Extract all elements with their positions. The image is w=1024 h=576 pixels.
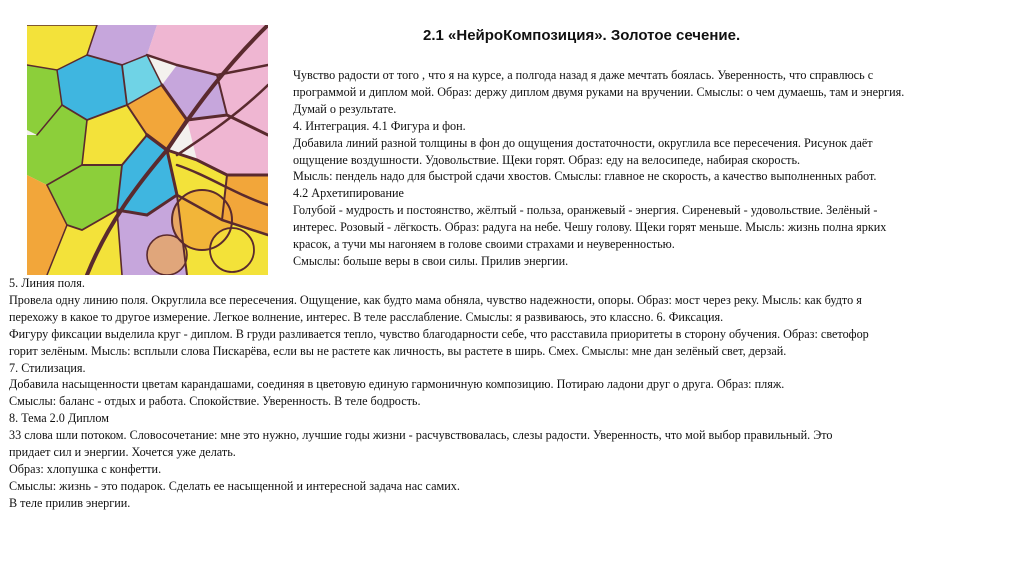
text-line: Голубой - мудрость и постоянство, жёлтый - польза, оранжевый - энергия. Сиреневый - удовольствие. Зелёный - <box>293 203 878 218</box>
text-line: горит зелёным. Мысль: всплыли слова Пискарёва, если вы не растете как личность, вы растете в ширь. Смех. Смыслы: мне дан зелёный свет, дерзай. <box>9 343 787 358</box>
text-line: ощущение воздушности. Удовольствие. Щеки горят. Образ: еду на велосипеде, набирая скорость. <box>293 152 801 167</box>
text-line: Мысль: пендель надо для быстрой сдачи хвостов. Смыслы: главное не скорость, а качество выполненных работ. <box>293 169 877 184</box>
section-heading: 7. Стилизация. <box>9 360 86 375</box>
text-line: интерес. Розовый - лёгкость. Образ: радуга на небе. Чешу голову. Щеки горят меньше. Мысль: жизнь полна ярких <box>293 220 887 235</box>
text-line: Смыслы: больше веры в свои силы. Прилив энергии. <box>293 253 569 268</box>
text-line: Чувство радости от того , что я на курсе, а полгода назад я даже мечтать боялась. Уверенность, что справлюсь с <box>293 68 874 82</box>
text-line: перехожу в какое то другое измерение. Легкое волнение, интерес. В теле расслабление. Смыслы: я развиваюсь, это классно. 6. Фиксация. <box>9 309 724 324</box>
section-heading: 4. Интеграция. 4.1 Фигура и фон. <box>293 118 466 133</box>
text-line: Думай о результате. <box>293 101 397 116</box>
neurographic-drawing <box>27 25 268 275</box>
text-line: Смыслы: жизнь - это подарок. Сделать ее насыщенной и интересной задача нас самих. <box>9 478 460 493</box>
text-line: 33 слова шли потоком. Словосочетание: мне это нужно, лучшие годы жизни - расчувствовалась, слезы радости. Уверенность, что мой выбор правильный. Это <box>9 428 833 443</box>
text-line: программой и диплом мой. Образ: держу диплом двумя руками на вручении. Смыслы: о чем думаешь, там и энергия. <box>293 84 905 99</box>
section-heading: 8. Тема 2.0 Диплом <box>9 411 109 426</box>
neurographic-artwork <box>27 25 268 275</box>
section-heading: 5. Линия поля. <box>9 276 85 290</box>
text-line: Добавила линий разной толщины в фон до ощущения достаточности, округлила все пересечения. Рисунок даёт <box>293 135 873 150</box>
right-text-block <box>293 67 1008 270</box>
text-line: Смыслы: баланс - отдых и работа. Спокойствие. Уверенность. В теле бодрость. <box>9 394 421 409</box>
text-line: Фигуру фиксации выделила круг - диплом. В груди разливается тепло, чувство благодарности себе, что расставила приоритеты в сторону обучения. Образ: светофор <box>9 326 869 341</box>
text-line: В теле прилив энергии. <box>9 495 131 510</box>
text-line: придает сил и энергии. Хочется уже делать. <box>9 445 236 460</box>
text-line: красок, а тучи мы нагоняем в голове своими страхами и неуверенностью. <box>293 237 675 252</box>
bottom-text-block <box>9 275 1014 512</box>
text-line: Образ: хлопушка с конфетти. <box>9 461 162 476</box>
text-line: Провела одну линию поля. Округлила все пересечения. Ощущение, как будто мама обняла, чувство надежности, опоры. Образ: мост через реку. Мысль: как будто я <box>9 292 862 307</box>
text-line: Добавила насыщенности цветам карандашами, соединяя в цветовую единую гармоничную композицию. Потираю ладони друг о друга. Образ: пляж. <box>9 377 785 392</box>
section-heading: 4.2 Архетипирование <box>293 186 404 201</box>
page-title: 2.1 «НейроКомпозиция». Золотое сечение. <box>423 27 741 44</box>
